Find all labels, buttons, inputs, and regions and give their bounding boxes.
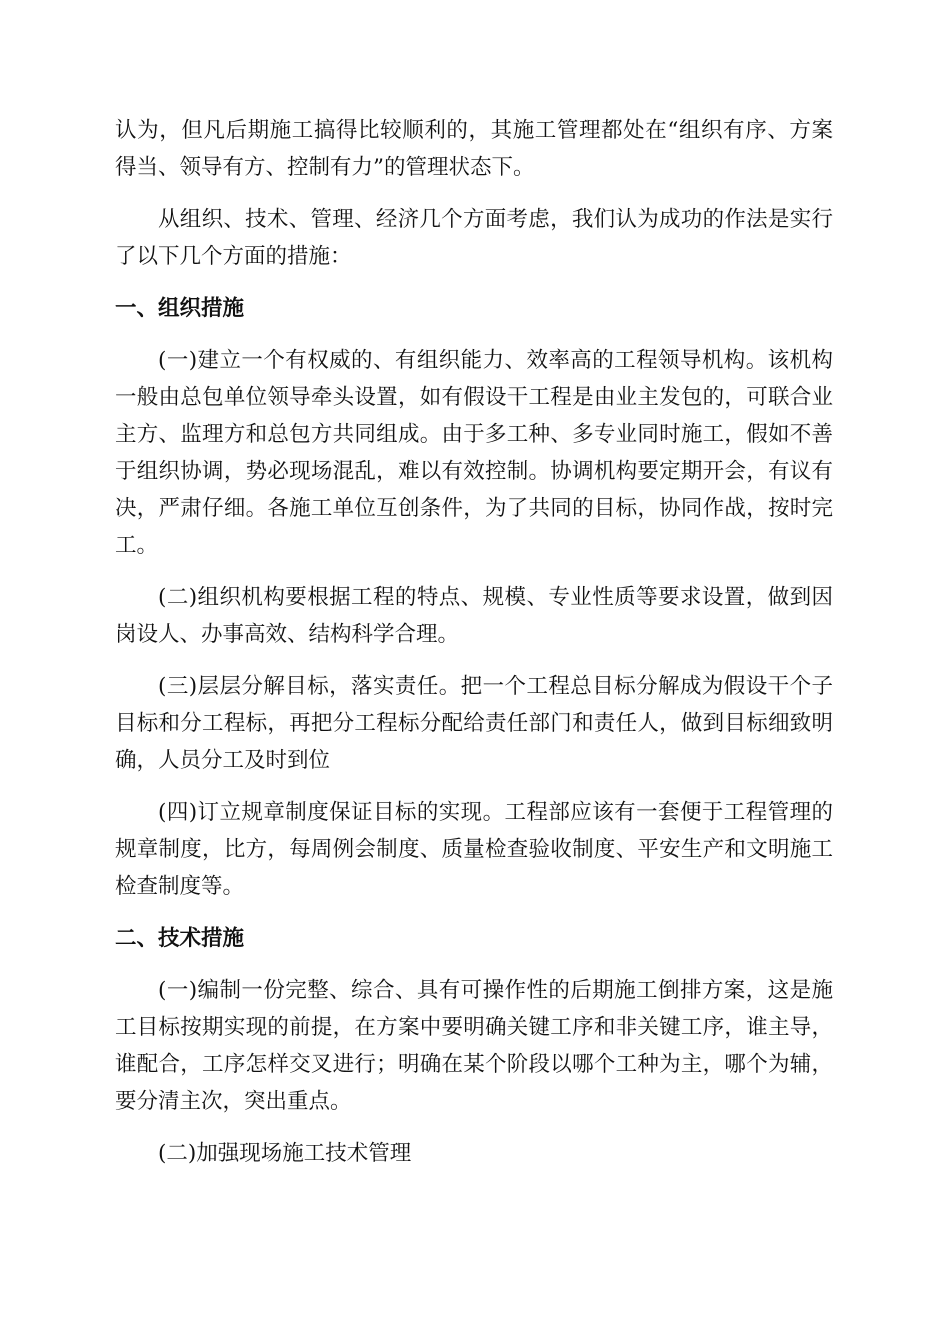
section-heading-organization: 一、组织措施 [115, 296, 245, 321]
paragraph-org-item-2: (二)组织机构要根据工程的特点、规模、专业性质等要求设置，做到因岗设人、办事高效、结构科学合理。 [115, 585, 833, 647]
paragraph-org-item-1: (一)建立一个有权威的、有组织能力、效率高的工程领导机构。该机构一般由总包单位领导牵头设置，如有假设干工程是由业主发包的，可联合业主方、监理方和总包方共同组成。由于多工种、多专业同时施工，假如不善于组织协调，势必现场混乱，难以有效控制。协调机构要定期开会，有议有决，严肃仔细。各施工单位互创条件，为了共同的目标，协同作战，按时完工。 [115, 348, 833, 558]
paragraph-org-item-3: (三)层层分解目标，落实责任。把一个工程总目标分解成为假设干个子目标和分工程标，再把分工程标分配给责任部门和责任人，做到目标细致明确，人员分工及时到位 [115, 674, 833, 773]
paragraph-org-item-4: (四)订立规章制度保证目标的实现。工程部应该有一套便于工程管理的规章制度，比方，每周例会制度、质量检查验收制度、平安生产和文明施工检查制度等。 [115, 800, 833, 899]
paragraph-tech-item-2: (二)加强现场施工技术管理 [158, 1141, 412, 1166]
document-body [115, 112, 833, 1187]
paragraph-intro-continuation: 认为，但凡后期施工搞得比较顺利的，其施工管理都处在“组织有序、方案得当、领导有方、控制有力”的管理状态下。 [115, 118, 833, 180]
paragraph-tech-item-1: (一)编制一份完整、综合、具有可操作性的后期施工倒排方案，这是施工目标按期实现的前提，在方案中要明确关键工序和非关键工序，谁主导，谁配合，工序怎样交叉进行；明确在某个阶段以哪个工种为主，哪个为辅，要分清主次，突出重点。 [115, 978, 833, 1114]
paragraph-measures-intro: 从组织、技术、管理、经济几个方面考虑，我们认为成功的作法是实行了以下几个方面的措施： [115, 207, 833, 269]
section-heading-technical: 二、技术措施 [115, 926, 245, 951]
